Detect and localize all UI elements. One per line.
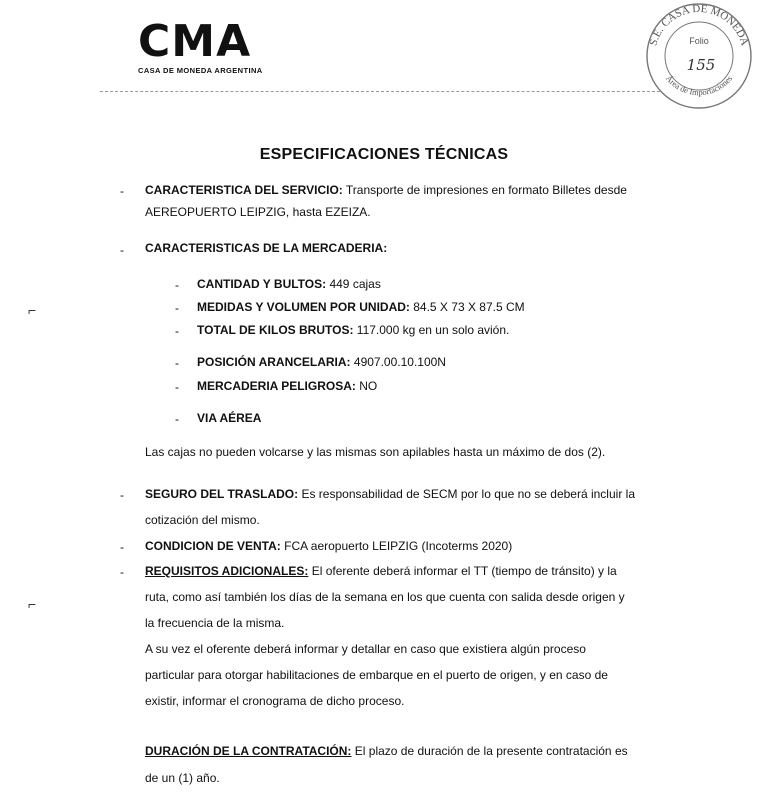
folio-stamp [643, 0, 755, 112]
servicio-line2: AEREOPUERTO LEIPZIG, hasta EZEIZA. [145, 205, 371, 219]
mercaderia-item [197, 354, 446, 370]
item-label: MERCADERIA PELIGROSA: [197, 379, 356, 393]
item-value: 449 cajas [326, 277, 381, 291]
cma-logo [138, 16, 263, 75]
mercaderia-item [197, 299, 525, 315]
servicio-line1 [145, 182, 627, 198]
bullet-dash: - [120, 243, 124, 257]
bullet-dash: - [175, 380, 179, 394]
mercaderia-item [197, 378, 377, 394]
requisitos-line2: ruta, como así también los días de la semana en los que cuenta con salida desde origen y [145, 590, 625, 604]
bullet-dash: - [175, 412, 179, 426]
stamp-ring-top: S.E. CASA DE MONEDA [647, 2, 751, 48]
mercaderia-item [197, 410, 261, 426]
condicion-label: CONDICION DE VENTA: [145, 539, 281, 553]
condicion-text: FCA aeropuerto LEIPZIG (Incoterms 2020) [280, 539, 513, 553]
requisitos-line1 [145, 563, 617, 579]
item-value: 4907.00.10.100N [350, 355, 446, 369]
margin-mark: ⌐ [28, 302, 37, 318]
bullet-dash: - [120, 565, 124, 579]
seguro-line2: cotización del mismo. [145, 513, 260, 527]
item-value: 84.5 X 73 X 87.5 CM [409, 300, 525, 314]
requisitos-label: REQUISITOS ADICIONALES: [145, 564, 309, 578]
duracion-label: DURACIÓN DE LA CONTRATACIÓN: [145, 744, 352, 758]
document-title: ESPECIFICACIONES TÉCNICAS [259, 146, 509, 163]
servicio-text: Transporte de impresiones en formato Billetes desde [342, 183, 627, 197]
seguro-label: SEGURO DEL TRASLADO: [145, 487, 299, 501]
requisitos-para2-line2: particular para otorgar habilitaciones de embarque en el puerto de origen, y en caso de [145, 668, 608, 682]
bullet-dash: - [120, 540, 124, 554]
bullet-dash: - [175, 301, 179, 315]
stamp-ring-bottom: Área de Importaciones [663, 73, 735, 98]
item-label: TOTAL DE KILOS BRUTOS: [197, 323, 354, 337]
requisitos-para2-line3: existir, informar el cronograma de dicho proceso. [145, 694, 405, 708]
item-label: CANTIDAD Y BULTOS: [197, 277, 327, 291]
mercaderia-note: Las cajas no pueden volcarse y las mismas son apilables hasta un máximo de dos (2). [145, 445, 606, 459]
svg-text:Área de Importaciones [664, 73, 734, 97]
seguro-text: Es responsabilidad de SECM por lo que no se deberá incluir la [298, 487, 635, 501]
duracion-text: El plazo de duración de la presente contratación es [351, 744, 628, 758]
requisitos-para2-line1: A su vez el oferente deberá informar y detallar en caso que existiera algún proceso [145, 642, 586, 656]
mercaderia-heading: CARACTERISTICAS DE LA MERCADERIA: [145, 241, 388, 255]
bullet-dash: - [175, 324, 179, 338]
margin-mark: ⌐ [28, 596, 37, 612]
requisitos-line3: la frecuencia de la misma. [145, 616, 285, 630]
bullet-dash: - [175, 356, 179, 370]
item-label: MEDIDAS Y VOLUMEN POR UNIDAD: [197, 300, 410, 314]
item-value: NO [355, 379, 378, 393]
stamp-folio-number: 155 [686, 56, 716, 74]
bullet-dash: - [175, 278, 179, 292]
bullet-dash: - [120, 488, 124, 502]
stamp-folio-label: Folio [689, 36, 709, 46]
logo-subtitle: CASA DE MONEDA ARGENTINA [138, 66, 263, 75]
item-label: POSICIÓN ARANCELARIA: [197, 355, 351, 369]
servicio-label: CARACTERISTICA DEL SERVICIO: [145, 183, 343, 197]
seguro-line1 [145, 486, 635, 502]
duracion-line1 [145, 743, 628, 759]
item-label: VIA AÉREA [197, 411, 262, 425]
header-divider [100, 91, 660, 92]
requisitos-text: El oferente deberá informar el TT (tiempo de tránsito) y la [308, 564, 617, 578]
duracion-line2: de un (1) año. [145, 771, 220, 785]
item-value: 117.000 kg en un solo avión. [353, 323, 510, 337]
mercaderia-item [197, 276, 381, 292]
bullet-dash: - [120, 184, 124, 198]
mercaderia-item [197, 322, 509, 338]
condicion-line [145, 538, 512, 554]
logo-mark: CMA [138, 16, 252, 67]
